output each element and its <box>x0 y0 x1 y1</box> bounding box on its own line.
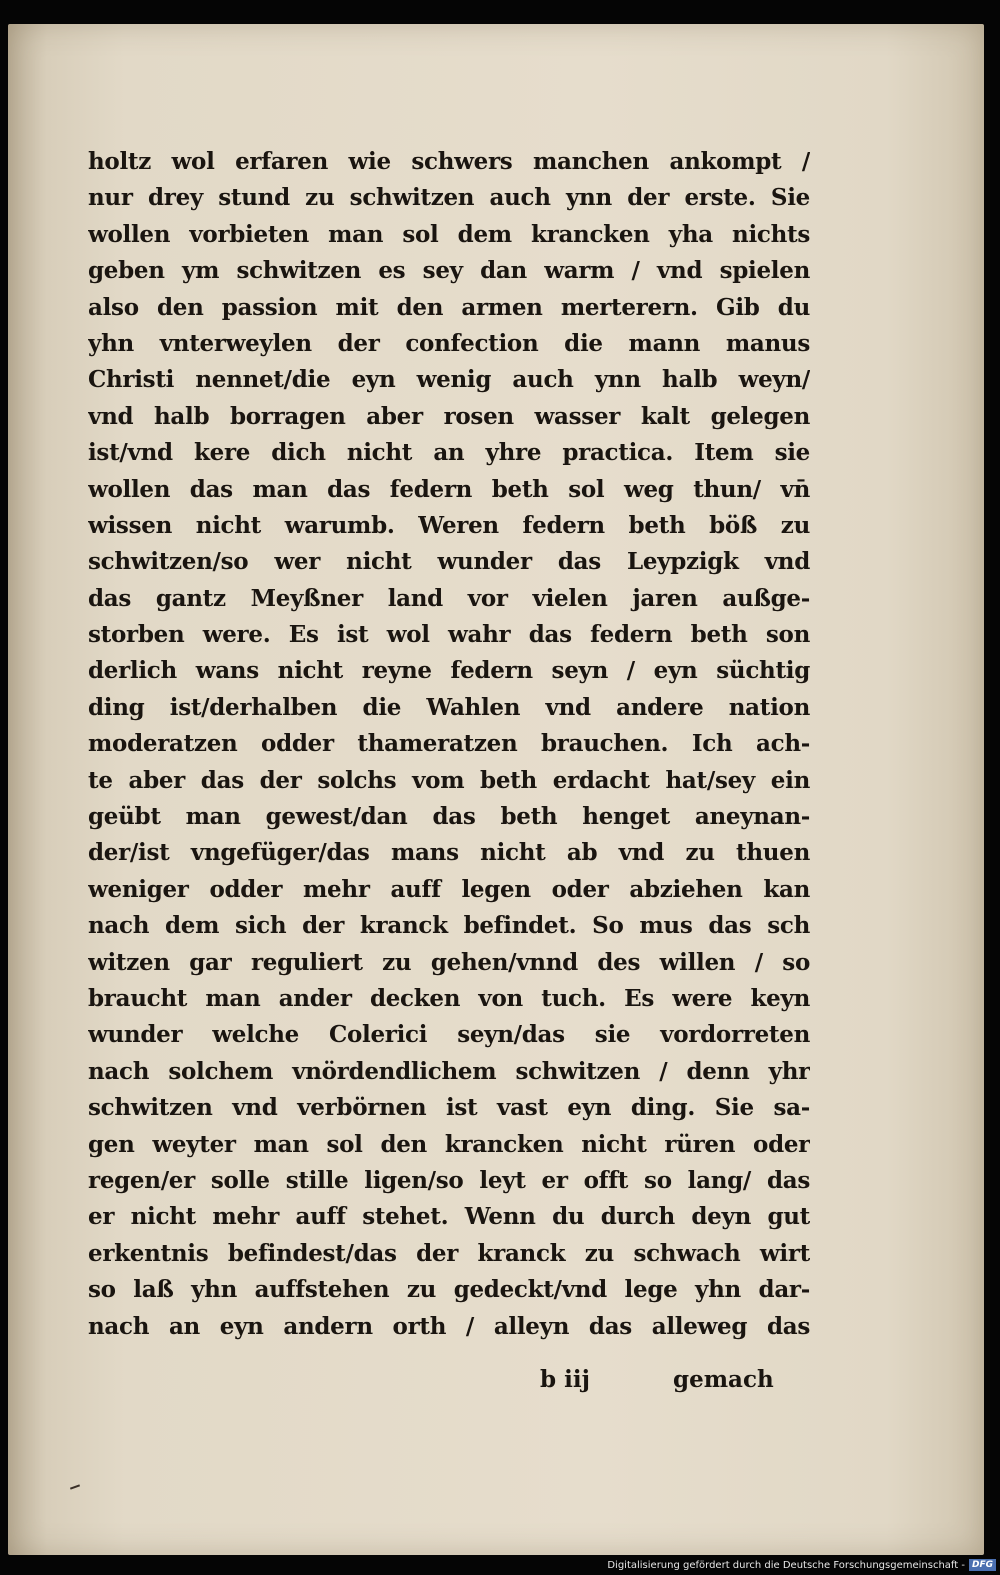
text-line: regen/er solle stille ligen/so leyt er offt so lang/ das <box>88 1166 810 1194</box>
text-line: wollen das man das federn beth sol weg thun/ vn̄ <box>88 475 810 503</box>
text-line: erkentnis befindest/das der kranck zu schwach wirt <box>88 1239 810 1267</box>
text-line: holtz wol erfaren wie schwers manchen ankompt / <box>88 148 810 175</box>
text-line: nur drey stund zu schwitzen auch ynn der erste. Sie <box>88 184 810 212</box>
catchword: gemach <box>673 1366 774 1393</box>
text-line: schwitzen vnd verbörnen ist vast eyn ding. Sie sa- <box>88 1094 810 1122</box>
text-line: wissen nicht warumb. Weren federn beth böß zu <box>88 511 810 539</box>
text-line: wollen vorbieten man sol dem krancken yha nichts <box>88 220 810 248</box>
text-line: nach solchem vnördendlichem schwitzen / denn yhr <box>88 1057 810 1085</box>
text-line: witzen gar reguliert zu gehen/vnnd des willen / so <box>88 948 810 976</box>
text-line: so laß yhn auffstehen zu gedeckt/vnd lege yhn dar- <box>88 1276 810 1304</box>
margin-mark <box>70 1484 80 1489</box>
funding-credit-text: Digitalisierung gefördert durch die Deutsche Forschungsgemeinschaft - <box>607 1559 965 1571</box>
signature-mark: b iij <box>540 1366 590 1393</box>
text-line: yhn vnterweylen der confection die mann manus <box>88 329 810 357</box>
footer-credit <box>607 1558 996 1572</box>
text-line: braucht man ander decken von tuch. Es were keyn <box>88 984 810 1012</box>
text-line: ist/vnd kere dich nicht an yhre practica. Item sie <box>88 439 810 467</box>
text-line: das gantz Meyßner land vor vielen jaren außge- <box>88 584 810 612</box>
text-line: Christi nennet/die eyn wenig auch ynn halb weyn/ <box>88 366 810 394</box>
text-block <box>88 144 810 1345</box>
text-line: weniger odder mehr auff legen oder abziehen kan <box>88 875 810 903</box>
text-line: wunder welche Colerici seyn/das sie vordorreten <box>88 1021 810 1049</box>
text-line: moderatzen odder thameratzen brauchen. Ich ach- <box>88 730 810 758</box>
text-line: vnd halb borragen aber rosen wasser kalt gelegen <box>88 402 810 430</box>
text-line: ding ist/derhalben die Wahlen vnd andere nation <box>88 693 810 721</box>
text-line: nach dem sich der kranck befindet. So mus das sch <box>88 912 810 940</box>
text-line: derlich wans nicht reyne federn seyn / eyn süchtig <box>88 657 810 685</box>
text-line: storben were. Es ist wol wahr das federn beth son <box>88 621 810 649</box>
text-line: geübt man gewest/dan das beth henget aneynan- <box>88 803 810 831</box>
text-line: der/ist vngefüger/das mans nicht ab vnd zu thuen <box>88 839 810 867</box>
text-line: also den passion mit den armen merterern. Gib du <box>88 293 810 321</box>
dfg-logo: DFG <box>969 1559 996 1571</box>
text-line: geben ym schwitzen es sey dan warm / vnd spielen <box>88 257 810 285</box>
book-page <box>8 24 984 1555</box>
text-line: schwitzen/so wer nicht wunder das Leypzigk vnd <box>88 548 810 576</box>
text-line: nach an eyn andern orth / alleyn das alleweg das <box>88 1312 810 1340</box>
text-line: er nicht mehr auff stehet. Wenn du durch deyn gut <box>88 1203 810 1231</box>
text-line: gen weyter man sol den krancken nicht rüren oder <box>88 1130 810 1158</box>
text-line: te aber das der solchs vom beth erdacht hat/sey ein <box>88 766 810 794</box>
